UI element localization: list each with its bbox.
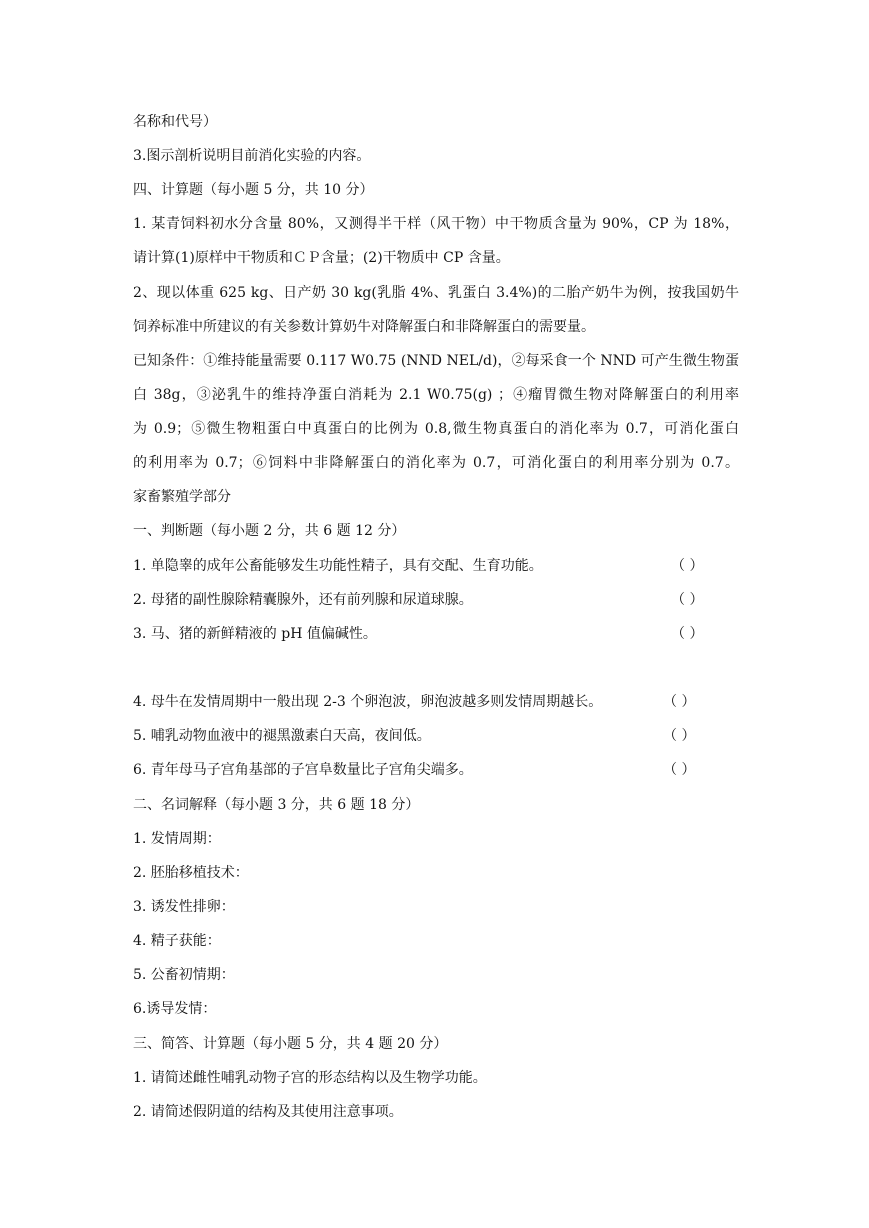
question-line: 3. 马、猪的新鲜精液的 pH 值偏碱性。: [133, 626, 377, 642]
text-line: 饲养标准中所建议的有关参数计算奶牛对降解蛋白和非降解蛋白的需要量。: [133, 319, 595, 335]
term-line: 2. 胚胎移植技术：: [133, 865, 249, 881]
text-line: 1. 某青饲料初水分含量 80%，又测得半干样（风干物）中干物质含量为 90%，CP 为 18%，: [133, 216, 739, 232]
part-heading: 家畜繁殖学部分: [133, 489, 231, 505]
text-line: 为 0.9；⑤微生物粗蛋白中真蛋白的比例为 0.8,微生物真蛋白的消化率为 0.7，可消化蛋白: [133, 421, 739, 437]
text-line: 已知条件：①维持能量需要 0.117 W0.75 (NND NEL/d)，②每采食一个 NND 可产生微生物蛋: [133, 353, 739, 369]
question-line: 5. 哺乳动物血液中的褪黑激素白天高，夜间低。: [133, 728, 431, 744]
question-line: 2. 母猪的副性腺除精囊腺外，还有前列腺和尿道球腺。: [133, 592, 473, 608]
question-line: 1. 请简述雌性哺乳动物子宫的形态结构以及生物学功能。: [133, 1070, 487, 1086]
section-heading: 四、计算题（每小题 5 分，共 10 分）: [133, 182, 374, 198]
term-line: 3. 诱发性排卵：: [133, 899, 235, 915]
question-line: 4. 母牛在发情周期中一般出现 2-3 个卵泡波，卵泡波越多则发情周期越长。: [133, 694, 603, 710]
text-line: 白 38g，③泌乳牛的维持净蛋白消耗为 2.1 W0.75(g) ；④瘤胃微生物对降解蛋白的利用率: [133, 387, 739, 403]
text-line: 2、现以体重 625 kg、日产奶 30 kg(乳脂 4%、乳蛋白 3.4%)的二胎产奶牛为例，按我国奶牛: [133, 285, 739, 301]
answer-blank: （ ）: [663, 762, 696, 778]
answer-blank: （ ）: [663, 694, 696, 710]
answer-blank: （ ）: [671, 592, 704, 608]
section-heading: 一、判断题（每小题 2 分，共 6 题 12 分）: [133, 523, 406, 539]
question-line: 2. 请简述假阴道的结构及其使用注意事项。: [133, 1104, 403, 1120]
text-line: 3.图示剖析说明目前消化实验的内容。: [133, 148, 371, 164]
section-heading: 三、简答、计算题（每小题 5 分，共 4 题 20 分）: [133, 1036, 448, 1052]
section-heading: 二、名词解释（每小题 3 分，共 6 题 18 分）: [133, 797, 420, 813]
question-line: 6. 青年母马子宫角基部的子宫阜数量比子宫角尖端多。: [133, 762, 473, 778]
answer-blank: （ ）: [671, 626, 704, 642]
term-line: 1. 发情周期：: [133, 831, 221, 847]
answer-blank: （ ）: [671, 558, 704, 574]
term-line: 4. 精子获能：: [133, 933, 221, 949]
text-line: 的利用率为 0.7；⑥饲料中非降解蛋白的消化率为 0.7，可消化蛋白的利用率分别为 0.7。: [133, 455, 739, 471]
text-line: 名称和代号）: [133, 114, 217, 130]
answer-blank: （ ）: [663, 728, 696, 744]
term-line: 5. 公畜初情期：: [133, 967, 235, 983]
text-line: 请计算(1)原样中干物质和ＣＰ含量；(2)干物质中 CP 含量。: [133, 250, 510, 266]
term-line: 6.诱导发情：: [133, 1001, 217, 1017]
question-line: 1. 单隐睾的成年公畜能够发生功能性精子，具有交配、生育功能。: [133, 558, 543, 574]
